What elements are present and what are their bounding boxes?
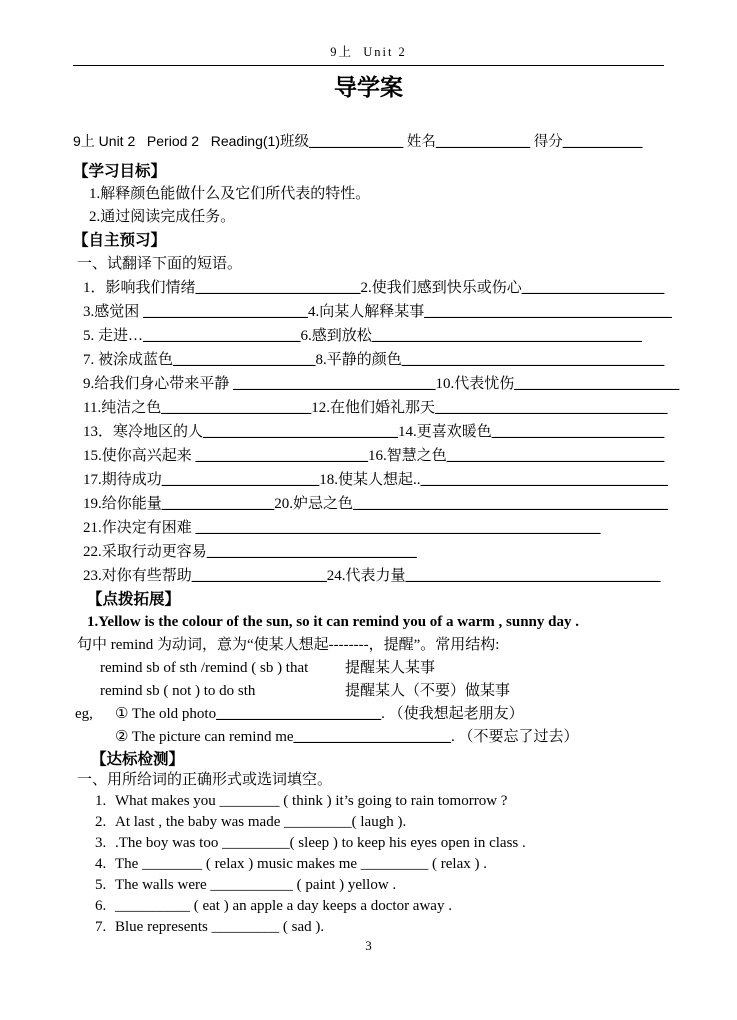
phrase-row <box>73 396 668 420</box>
phrase-blank: __________________________________________ <box>353 496 669 512</box>
lesson-info: 9上 Unit 2 Period 2 Reading(1) <box>73 133 280 149</box>
phrase-blank: ______________________ <box>195 280 361 296</box>
phrase-row <box>73 492 669 516</box>
test-item-number: 6. <box>95 898 107 914</box>
structure-row <box>73 680 664 703</box>
phrase-label: 21.作决定有困难 <box>83 520 196 536</box>
phrase-label: 16.智慧之色 <box>368 448 447 464</box>
phrase-blank: __________________________ <box>203 424 399 440</box>
test-item <box>73 917 664 938</box>
objective-item: 2.通过阅读完成任务。 <box>89 209 236 225</box>
phrase-blank: _____________________ <box>161 472 320 488</box>
phrase-blank: ___________________ <box>173 352 316 368</box>
phrase-label: 9.给我们身心带来平静 <box>83 376 234 392</box>
info-field <box>280 134 403 150</box>
tip-explanation: 句中 remind 为动词，意为“使某人想起--------，提醒”。常用结构: <box>77 637 500 653</box>
section-heading-test: 【达标检测】 <box>91 751 185 768</box>
phrase-label: 18.使某人想起.. <box>319 472 421 488</box>
info-field <box>530 134 642 150</box>
structure-chinese: 提醒某人（不要）做某事 <box>345 683 511 699</box>
info-field-label: 姓名 <box>403 134 436 150</box>
test-item-number: 1. <box>95 793 107 809</box>
test-item-number: 3. <box>95 835 107 851</box>
example-note: . （不要忘了过去） <box>451 729 579 745</box>
info-field-blank: _____________ <box>435 134 531 150</box>
phrase-blank: ___________________ <box>521 280 665 296</box>
phrase-label: 12.在他们婚礼那天 <box>311 400 435 416</box>
example-row <box>73 703 664 726</box>
phrase-row <box>73 348 664 372</box>
test-item-text: The walls were ___________ ( paint ) yellow . <box>115 877 397 893</box>
phrase-label: 3.感觉困 <box>83 304 144 320</box>
test-item-text: __________ ( eat ) an apple a day keeps a doctor away . <box>115 898 452 914</box>
phrase-row <box>73 420 664 444</box>
phrase-label: 2.使我们感到快乐或伤心 <box>360 280 522 296</box>
phrase-row <box>73 324 664 348</box>
phrase-row <box>73 540 664 564</box>
phrase-blank: _____________________________ <box>446 448 665 464</box>
example-blank: _____________________ <box>293 729 452 745</box>
test-item-text: Blue represents _________ ( sad ). <box>115 919 325 935</box>
info-line <box>73 131 664 152</box>
test-item <box>73 854 664 875</box>
tip-key-sentence: 1.Yellow is the colour of the sun, so it can remind you of a warm , sunny day . <box>87 614 579 630</box>
phrase-label: 17.期待成功 <box>83 472 162 488</box>
section-heading-tips: 【点拨拓展】 <box>87 591 181 608</box>
phrase-label: 5. 走进… <box>83 328 144 344</box>
phrase-row <box>73 372 680 396</box>
test-item-text: The ________ ( relax ) music makes me _________ ( relax ) . <box>115 856 487 872</box>
phrase-blank: _______________________ <box>491 424 665 440</box>
structure-chinese: 提醒某人某事 <box>345 660 436 676</box>
structure-english: remind sb of sth /remind ( sb ) that <box>100 660 309 676</box>
phrase-label: 10.代表忧伤 <box>435 376 515 392</box>
phrase-blank: _______________________ <box>195 448 369 464</box>
phrase-label: 24.代表力量 <box>326 568 406 584</box>
structure-english: remind sb ( not ) to do sth <box>100 683 256 699</box>
phrase-blank: _______________________________ <box>434 400 668 416</box>
phrase-blank: ______________________ <box>514 376 680 392</box>
phrase-label: 14.更喜欢暖色 <box>398 424 492 440</box>
phrase-blank: ______________________ <box>143 304 309 320</box>
test-item-number: 2. <box>95 814 107 830</box>
phrase-blank: _________________________________ <box>424 304 672 320</box>
phrase-label: 8.平静的颜色 <box>315 352 402 368</box>
phrase-blank: __________________ <box>191 568 327 584</box>
preview-intro: 一、试翻译下面的短语。 <box>77 256 243 272</box>
test-item-text: .The boy was too _________( sleep ) to keep his eyes open in class . <box>115 835 526 851</box>
phrase-blank: _______________ <box>161 496 275 512</box>
test-item <box>73 833 664 854</box>
phrase-row <box>73 468 669 492</box>
test-item-number: 7. <box>95 919 107 935</box>
course-header: 9上 Unit 2 <box>330 45 407 59</box>
phrase-blank: ____________________________________ <box>371 328 642 344</box>
test-item <box>73 896 664 917</box>
phrase-label: 20.妒忌之色 <box>274 496 354 512</box>
phrase-label: 1．影响我们情绪 <box>83 280 196 296</box>
phrase-blank: ______________________________________________________ <box>195 520 601 536</box>
test-item-number: 4. <box>95 856 107 872</box>
test-item-number: 5. <box>95 877 107 893</box>
objective-item: 1.解释颜色能做什么及它们所代表的特性。 <box>89 186 371 202</box>
test-item-text: At last , the baby was made _________( laugh ). <box>115 814 407 830</box>
info-field-label: 班级 <box>280 134 309 150</box>
phrase-label: 22.采取行动更容易 <box>83 544 207 560</box>
section-heading-objectives: 【学习目标】 <box>73 163 167 180</box>
phrase-label: 11.纯洁之色 <box>83 400 162 416</box>
info-field-label: 得分 <box>530 134 563 150</box>
phrase-row <box>73 516 664 540</box>
info-field-blank: ___________ <box>562 134 643 150</box>
phrase-blank: ____________________________ <box>206 544 417 560</box>
phrase-blank: __________________________________ <box>405 568 661 584</box>
phrase-label: 15.使你高兴起来 <box>83 448 196 464</box>
page-number: 3 <box>365 938 372 953</box>
info-field-blank: _____________ <box>309 134 404 150</box>
phrase-row <box>73 564 664 588</box>
test-item-text: What makes you ________ ( think ) it’s going to rain tomorrow ? <box>115 793 508 809</box>
test-item <box>73 812 664 833</box>
phrase-label: 19.给你能量 <box>83 496 162 512</box>
phrase-label: 23.对你有些帮助 <box>83 568 192 584</box>
test-intro: 一、用所给词的正确形式或选词填空。 <box>77 772 333 788</box>
phrase-blank: _________________________________ <box>420 472 669 488</box>
example-row <box>73 726 664 749</box>
page-title: 导学案 <box>334 74 403 100</box>
phrase-row <box>73 300 672 324</box>
phrase-label: 13．寒冷地区的人 <box>83 424 204 440</box>
eg-marker: eg, <box>75 706 93 722</box>
phrase-row <box>73 444 664 468</box>
phrase-blank: ___________________________ <box>233 376 436 392</box>
example-text: ① The old photo <box>115 706 217 722</box>
phrase-label: 4.向某人解释某事 <box>308 304 425 320</box>
test-item <box>73 875 664 896</box>
section-heading-preview: 【自主预习】 <box>73 232 167 249</box>
phrase-label: 7. 被涂成蓝色 <box>83 352 174 368</box>
example-blank: ______________________ <box>216 706 382 722</box>
test-item <box>73 791 664 812</box>
phrase-blank: ____________________ <box>161 400 312 416</box>
phrase-row <box>73 276 664 300</box>
phrase-blank: _____________________ <box>143 328 301 344</box>
structure-row <box>73 657 664 680</box>
phrase-label: 6.感到放松 <box>300 328 372 344</box>
info-field <box>403 134 530 150</box>
example-note: . （使我想起老朋友） <box>381 706 524 722</box>
phrase-blank: ___________________________________ <box>401 352 665 368</box>
header-rule <box>73 65 664 66</box>
example-text: ② The picture can remind me <box>115 729 294 745</box>
